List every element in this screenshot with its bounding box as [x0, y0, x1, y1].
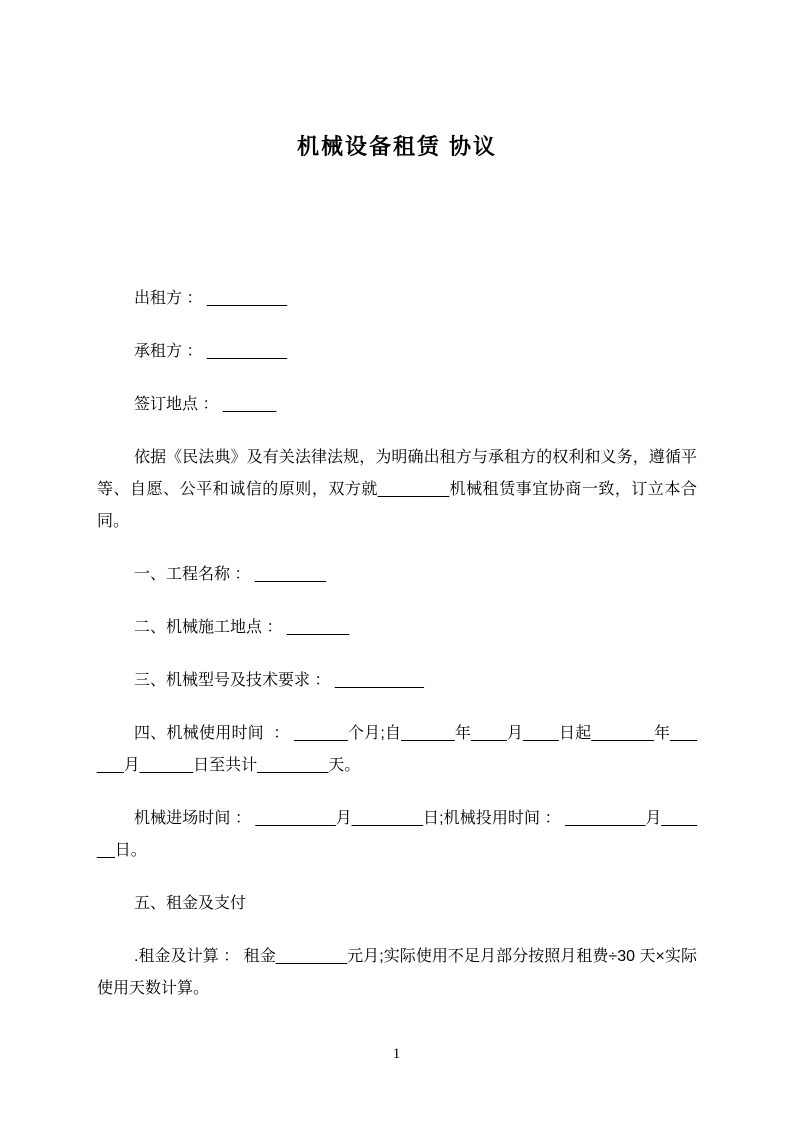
clause-4-entry-time: 机械进场时间 ： _________月________日;机械投用时间 ： _________月______日。: [97, 810, 697, 859]
page-number: 1: [392, 1046, 401, 1062]
clause-1-project-name: 一、工程名称 ： ________: [134, 566, 327, 583]
preamble-paragraph: 依据《民法典》及有关法律法规，为明确出租方与承租方的权利和义务，遵循平等、自愿、公平和诚信的原则，双方就________机械租赁事宜协商一致，订立本合同。: [97, 449, 697, 530]
clause-5-rent-calculation: .租金及计算 ： 租金________元月;实际使用不足月部分按照月租费÷30 天×实际使用天数计算。: [97, 948, 697, 997]
clause-2-work-site: 二、机械施工地点 ： _______: [134, 619, 350, 636]
field-signing-place: 签订地点 ： ______: [134, 396, 277, 413]
clause-4-usage-period: 四、机械使用时间 ： ______个月;自______年____月____日起_______年______月______日至共计________天。: [97, 725, 697, 774]
field-lessee: 承租方 ： _________: [134, 343, 287, 360]
clause-5-rent-heading: 五、租金及支付: [134, 895, 247, 912]
clause-3-model-specs: 三、机械型号及技术要求 ： __________: [134, 672, 424, 689]
document-title: 机械设备租赁 协议: [296, 134, 498, 159]
field-lessor: 出租方 ： _________: [134, 290, 287, 307]
